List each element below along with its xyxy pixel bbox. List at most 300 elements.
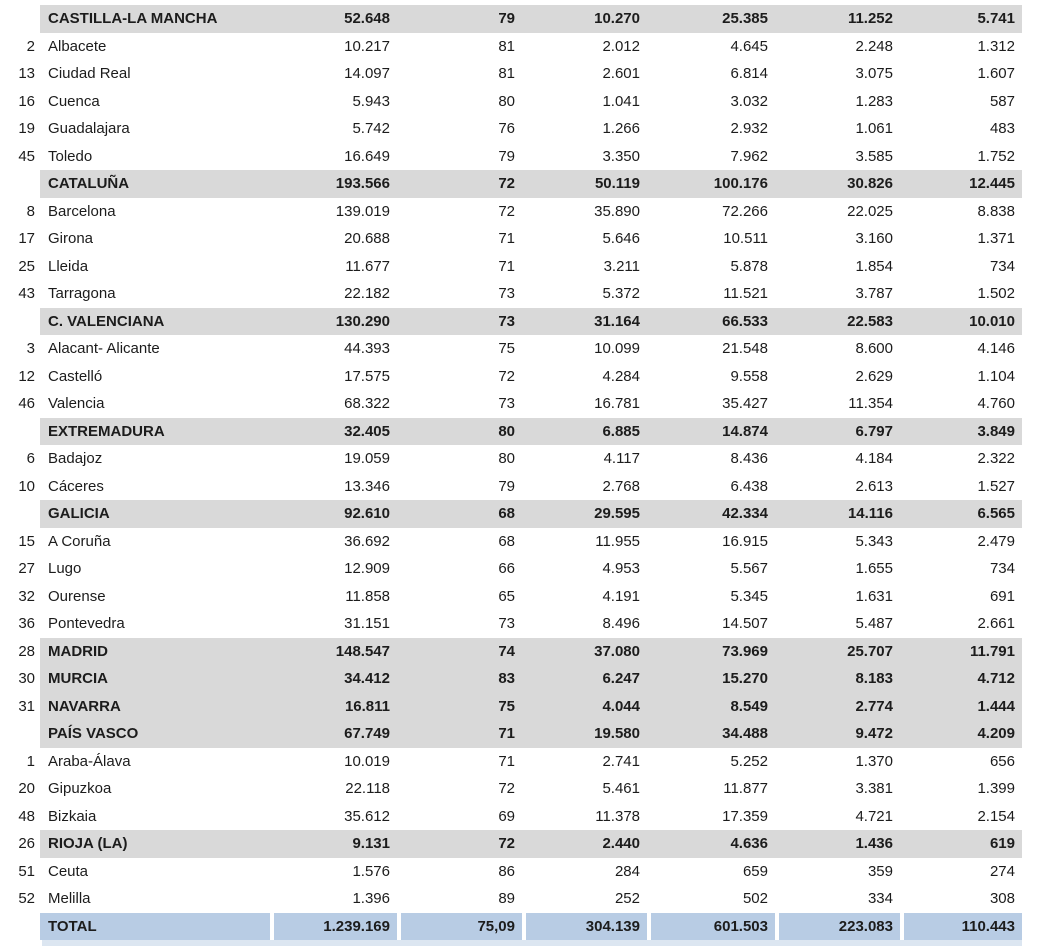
- value-cell: 79: [498, 477, 515, 495]
- value-cell: 5.461: [602, 780, 640, 797]
- value-cell: 32.405: [270, 418, 397, 446]
- value-cell: 8.838: [977, 202, 1015, 220]
- region-name-cell: NAVARRA: [40, 693, 270, 721]
- value-cell: 252: [614, 890, 640, 907]
- province-name-cell: Ourense: [48, 587, 106, 605]
- province-name-cell: Barcelona: [48, 202, 116, 220]
- value-cell: 25.707: [775, 638, 900, 666]
- province-name-cell: Badajoz: [48, 450, 103, 467]
- table-row: [0, 143, 1022, 171]
- row-number-cell: 2: [26, 37, 35, 55]
- value-cell: 5.878: [730, 257, 768, 275]
- value-cell: 734: [989, 560, 1015, 577]
- value-cell: 2.768: [602, 477, 640, 495]
- table-row: [0, 583, 1022, 611]
- value-cell: 8.549: [647, 693, 775, 721]
- row-number-cell: 3: [26, 340, 35, 357]
- value-cell: 65: [498, 587, 515, 605]
- value-cell: 31.151: [344, 615, 390, 632]
- value-cell: 9.558: [730, 367, 768, 385]
- row-number-cell: 8: [26, 202, 35, 220]
- value-cell: 148.547: [270, 638, 397, 666]
- value-cell: 72: [498, 367, 515, 385]
- value-cell: 35.427: [722, 395, 768, 412]
- value-cell: 3.787: [855, 285, 893, 302]
- value-cell: 22.182: [344, 285, 390, 302]
- row-number-cell: [0, 5, 40, 33]
- value-cell: 3.381: [855, 780, 893, 797]
- value-cell: 71: [397, 720, 522, 748]
- table-row: [0, 115, 1022, 143]
- table-row: [0, 418, 1022, 446]
- value-cell: 72.266: [722, 202, 768, 220]
- value-cell: 2.661: [977, 615, 1015, 632]
- row-number-cell: 19: [18, 120, 35, 137]
- value-cell: 5.741: [900, 5, 1022, 33]
- value-cell: 619: [900, 830, 1022, 858]
- value-cell: 11.521: [723, 285, 768, 302]
- value-cell: 3.849: [900, 418, 1022, 446]
- province-name-cell: Gipuzkoa: [48, 780, 112, 797]
- value-cell: 1.371: [977, 230, 1015, 247]
- province-name-cell: Alacant- Alicante: [48, 340, 160, 357]
- row-number-cell: 17: [18, 230, 35, 247]
- region-name-cell: MURCIA: [40, 665, 270, 693]
- table-row: [0, 60, 1022, 88]
- value-cell: 13.346: [344, 477, 390, 495]
- value-cell: 4.117: [603, 450, 640, 467]
- value-cell: 6.438: [730, 477, 768, 495]
- value-cell: 359: [867, 862, 893, 880]
- value-cell: 19.059: [344, 450, 390, 467]
- table-row: [0, 88, 1022, 116]
- value-cell: 79: [397, 5, 522, 33]
- table-row: [0, 528, 1022, 556]
- value-cell: 2.012: [602, 37, 640, 55]
- value-cell: 5.943: [352, 92, 390, 110]
- row-number-cell: 20: [18, 780, 35, 797]
- value-cell: 11.677: [345, 257, 390, 275]
- value-cell: 2.774: [775, 693, 900, 721]
- row-number-cell: [0, 500, 40, 528]
- value-cell: 4.146: [977, 340, 1015, 357]
- value-cell: 2.248: [855, 37, 893, 55]
- table-row: [0, 638, 1022, 666]
- region-name-cell: PAÍS VASCO: [40, 720, 270, 748]
- value-cell: 11.791: [900, 638, 1022, 666]
- value-cell: 66: [498, 560, 515, 577]
- value-cell: 35.612: [344, 807, 390, 825]
- value-cell: 1.527: [977, 477, 1015, 495]
- value-cell: 21.548: [722, 340, 768, 357]
- value-cell: 17.575: [344, 367, 390, 385]
- value-cell: 42.334: [647, 500, 775, 528]
- value-cell: 1.266: [602, 120, 640, 137]
- value-cell: 8.183: [775, 665, 900, 693]
- table-row: [0, 720, 1022, 748]
- value-cell: 130.290: [270, 308, 397, 336]
- value-cell: 34.412: [270, 665, 397, 693]
- row-number-cell: 48: [18, 807, 35, 825]
- value-cell: 6.814: [730, 65, 768, 82]
- value-cell: 11.252: [775, 5, 900, 33]
- table-row: [0, 775, 1022, 803]
- province-name-cell: Araba-Álava: [48, 752, 131, 770]
- value-cell: 20.688: [344, 230, 390, 247]
- value-cell: 35.890: [594, 202, 640, 220]
- value-cell: 68.322: [344, 395, 390, 412]
- value-cell: 50.119: [522, 170, 647, 198]
- value-cell: 71: [498, 230, 515, 247]
- table-row: [0, 5, 1022, 33]
- value-cell: 11.877: [723, 780, 768, 797]
- value-cell: 4.284: [602, 367, 640, 385]
- value-cell: 659: [742, 862, 768, 880]
- value-cell: 73: [498, 285, 515, 302]
- value-cell: 11.955: [595, 532, 640, 550]
- value-cell: 4.721: [855, 807, 893, 825]
- value-cell: 2.479: [977, 532, 1015, 550]
- value-cell: 68: [397, 500, 522, 528]
- value-cell: 5.742: [352, 120, 390, 137]
- row-number-cell: 28: [18, 642, 35, 660]
- value-cell: 74: [397, 638, 522, 666]
- row-number-cell: [0, 308, 40, 336]
- row-number-cell: [0, 913, 40, 941]
- value-cell: 37.080: [522, 638, 647, 666]
- row-number-cell: 30: [18, 670, 35, 687]
- value-cell: 15.270: [647, 665, 775, 693]
- value-cell: 3.032: [730, 92, 768, 110]
- value-cell: 1.655: [855, 560, 893, 577]
- value-cell: 67.749: [270, 720, 397, 748]
- value-cell: 8.436: [730, 450, 768, 467]
- value-cell: 3.211: [603, 257, 640, 275]
- value-cell: 12.445: [900, 170, 1022, 198]
- value-cell: 17.359: [722, 807, 768, 825]
- province-name-cell: Ceuta: [48, 862, 89, 880]
- table-row: [0, 748, 1022, 776]
- value-cell: 5.646: [602, 230, 640, 247]
- region-name-cell: GALICIA: [40, 500, 270, 528]
- value-cell: 52.648: [270, 5, 397, 33]
- value-cell: 4.184: [855, 450, 893, 467]
- value-cell: 10.217: [344, 37, 390, 55]
- value-cell: 11.354: [848, 395, 893, 412]
- province-name-cell: Lugo: [48, 560, 82, 577]
- table-row: [0, 885, 1022, 913]
- value-cell: 100.176: [647, 170, 775, 198]
- value-cell: 1.436: [775, 830, 900, 858]
- row-number-cell: 10: [18, 477, 35, 495]
- province-name-cell: Pontevedra: [48, 615, 125, 632]
- value-cell: 89: [498, 890, 515, 907]
- province-name-cell: Ciudad Real: [48, 65, 131, 82]
- value-cell: 1.399: [977, 780, 1015, 797]
- value-cell: 9.131: [270, 830, 397, 858]
- value-cell: 3.075: [855, 65, 893, 82]
- table-row: [0, 803, 1022, 831]
- value-cell: 80: [498, 450, 515, 467]
- table-row: [0, 693, 1022, 721]
- table-row: [0, 473, 1022, 501]
- table-row: [0, 445, 1022, 473]
- value-cell: 1.370: [855, 752, 893, 770]
- value-cell: 1.239.169: [270, 913, 397, 941]
- value-cell: 1.576: [352, 862, 390, 880]
- value-cell: 76: [498, 120, 515, 137]
- value-cell: 1.502: [977, 285, 1015, 302]
- row-number-cell: 32: [18, 587, 35, 605]
- value-cell: 1.396: [352, 890, 390, 907]
- value-cell: 1.312: [977, 37, 1015, 55]
- value-cell: 2.629: [855, 367, 893, 385]
- table-row: [0, 33, 1022, 61]
- table-row: [0, 830, 1022, 858]
- value-cell: 9.472: [775, 720, 900, 748]
- value-cell: 1.283: [855, 92, 893, 110]
- value-cell: 10.099: [594, 340, 640, 357]
- value-cell: 4.760: [977, 395, 1015, 412]
- province-name-cell: Castelló: [48, 367, 103, 385]
- value-cell: 80: [498, 92, 515, 110]
- value-cell: 7.962: [730, 147, 768, 165]
- value-cell: 16.781: [594, 395, 640, 412]
- region-name-cell: C. VALENCIANA: [40, 308, 270, 336]
- province-name-cell: A Coruña: [48, 532, 111, 550]
- value-cell: 2.601: [602, 65, 640, 82]
- value-cell: 691: [989, 587, 1015, 605]
- table-row: [0, 665, 1022, 693]
- value-cell: 483: [989, 120, 1015, 137]
- table-row: [0, 610, 1022, 638]
- value-cell: 36.692: [344, 532, 390, 550]
- province-name-cell: Cáceres: [48, 477, 104, 495]
- value-cell: 71: [498, 257, 515, 275]
- value-cell: 5.252: [730, 752, 768, 770]
- value-cell: 14.116: [775, 500, 900, 528]
- value-cell: 1.607: [977, 65, 1015, 82]
- table-body: [0, 5, 1022, 940]
- province-name-cell: Tarragona: [48, 285, 116, 302]
- value-cell: 1.061: [855, 120, 893, 137]
- value-cell: 5.343: [855, 532, 893, 550]
- value-cell: 8.496: [602, 615, 640, 632]
- value-cell: 304.139: [522, 913, 647, 941]
- value-cell: 29.595: [522, 500, 647, 528]
- value-cell: 75,09: [397, 913, 522, 941]
- value-cell: 79: [498, 147, 515, 165]
- value-cell: 4.044: [522, 693, 647, 721]
- province-name-cell: Girona: [48, 230, 94, 247]
- row-number-cell: 15: [18, 532, 35, 550]
- table-row: [0, 170, 1022, 198]
- value-cell: 86: [498, 862, 515, 880]
- row-number-cell: [0, 418, 40, 446]
- region-name-cell: RIOJA (LA): [40, 830, 270, 858]
- province-name-cell: Albacete: [48, 37, 107, 55]
- value-cell: 22.583: [775, 308, 900, 336]
- table-row: [0, 390, 1022, 418]
- value-cell: 10.511: [723, 230, 768, 247]
- value-cell: 1.752: [977, 147, 1015, 165]
- value-cell: 11.858: [345, 587, 390, 605]
- table-row: [0, 500, 1022, 528]
- value-cell: 14.097: [344, 65, 390, 82]
- value-cell: 30.826: [775, 170, 900, 198]
- value-cell: 72: [397, 170, 522, 198]
- value-cell: 69: [498, 807, 515, 825]
- value-cell: 72: [498, 780, 515, 797]
- table-row: [0, 363, 1022, 391]
- value-cell: 19.580: [522, 720, 647, 748]
- row-number-cell: [0, 170, 40, 198]
- value-cell: 4.645: [730, 37, 768, 55]
- table-row: [0, 335, 1022, 363]
- value-cell: 5.567: [730, 560, 768, 577]
- value-cell: 1.041: [602, 92, 640, 110]
- value-cell: 4.953: [602, 560, 640, 577]
- value-cell: 5.372: [602, 285, 640, 302]
- value-cell: 274: [989, 862, 1015, 880]
- value-cell: 73: [498, 395, 515, 412]
- value-cell: 1.444: [900, 693, 1022, 721]
- value-cell: 193.566: [270, 170, 397, 198]
- value-cell: 2.154: [977, 807, 1015, 825]
- value-cell: 110.443: [900, 913, 1022, 941]
- value-cell: 92.610: [270, 500, 397, 528]
- row-number-cell: 6: [26, 450, 35, 467]
- value-cell: 71: [498, 752, 515, 770]
- value-cell: 16.811: [270, 693, 397, 721]
- value-cell: 81: [498, 37, 515, 55]
- value-cell: 2.932: [730, 120, 768, 137]
- value-cell: 6.797: [775, 418, 900, 446]
- value-cell: 308: [989, 890, 1015, 907]
- value-cell: 16.649: [344, 147, 390, 165]
- value-cell: 2.741: [602, 752, 640, 770]
- province-name-cell: Toledo: [48, 147, 93, 165]
- row-number-cell: 45: [18, 147, 35, 165]
- value-cell: 223.083: [775, 913, 900, 941]
- value-cell: 139.019: [335, 202, 390, 220]
- value-cell: 1.631: [855, 587, 893, 605]
- value-cell: 25.385: [647, 5, 775, 33]
- row-number-cell: 27: [18, 560, 35, 577]
- value-cell: 1.104: [977, 367, 1015, 385]
- province-name-cell: Lleida: [48, 257, 89, 275]
- value-cell: 6.885: [522, 418, 647, 446]
- value-cell: 334: [867, 890, 893, 907]
- value-cell: 22.118: [345, 780, 390, 797]
- value-cell: 72: [397, 830, 522, 858]
- province-name-cell: Melilla: [48, 890, 91, 907]
- value-cell: 4.209: [900, 720, 1022, 748]
- row-number-cell: 13: [18, 65, 35, 82]
- total-label-cell: TOTAL: [40, 913, 270, 941]
- row-number-cell: 46: [18, 395, 35, 412]
- value-cell: 11.378: [595, 807, 640, 825]
- row-number-cell: 25: [18, 257, 35, 275]
- value-cell: 66.533: [647, 308, 775, 336]
- value-cell: 2.440: [522, 830, 647, 858]
- value-cell: 2.613: [855, 477, 893, 495]
- value-cell: 12.909: [344, 560, 390, 577]
- value-cell: 14.874: [647, 418, 775, 446]
- value-cell: 83: [397, 665, 522, 693]
- table-row: [0, 198, 1022, 226]
- province-name-cell: Guadalajara: [48, 120, 130, 137]
- value-cell: 73: [397, 308, 522, 336]
- value-cell: 80: [397, 418, 522, 446]
- value-cell: 22.025: [847, 202, 893, 220]
- value-cell: 284: [614, 862, 640, 880]
- row-number-cell: 31: [18, 697, 35, 715]
- value-cell: 75: [498, 340, 515, 357]
- value-cell: 73: [498, 615, 515, 632]
- value-cell: 14.507: [722, 615, 768, 632]
- table-row: [0, 225, 1022, 253]
- value-cell: 10.019: [344, 752, 390, 770]
- value-cell: 68: [498, 532, 515, 550]
- row-number-cell: 36: [18, 615, 35, 632]
- row-number-cell: 12: [18, 367, 35, 385]
- region-name-cell: MADRID: [40, 638, 270, 666]
- province-name-cell: Cuenca: [48, 92, 100, 110]
- row-number-cell: 43: [18, 285, 35, 302]
- total-row-bottom-edge: [42, 940, 1022, 946]
- value-cell: 73.969: [647, 638, 775, 666]
- value-cell: 4.712: [900, 665, 1022, 693]
- value-cell: 72: [498, 202, 515, 220]
- province-name-cell: Valencia: [48, 395, 105, 412]
- value-cell: 4.191: [602, 587, 640, 605]
- value-cell: 8.600: [855, 340, 893, 357]
- row-number-cell: 51: [18, 862, 35, 880]
- value-cell: 16.915: [722, 532, 768, 550]
- row-number-cell: 1: [26, 752, 35, 770]
- value-cell: 2.322: [977, 450, 1015, 467]
- row-number-cell: 16: [18, 92, 35, 110]
- value-cell: 6.565: [900, 500, 1022, 528]
- value-cell: 4.636: [647, 830, 775, 858]
- table-row: [0, 858, 1022, 886]
- value-cell: 31.164: [522, 308, 647, 336]
- table-row: [0, 308, 1022, 336]
- value-cell: 75: [397, 693, 522, 721]
- value-cell: 81: [498, 65, 515, 82]
- value-cell: 3.585: [855, 147, 893, 165]
- value-cell: 34.488: [647, 720, 775, 748]
- table-row: [0, 913, 1022, 941]
- region-name-cell: CASTILLA-LA MANCHA: [40, 5, 270, 33]
- value-cell: 502: [742, 890, 768, 907]
- region-name-cell: CATALUÑA: [40, 170, 270, 198]
- value-cell: 5.345: [730, 587, 768, 605]
- value-cell: 3.350: [602, 147, 640, 165]
- value-cell: 3.160: [855, 230, 893, 247]
- value-cell: 656: [989, 752, 1015, 770]
- table-row: [0, 253, 1022, 281]
- province-name-cell: Bizkaia: [48, 807, 97, 825]
- value-cell: 10.010: [900, 308, 1022, 336]
- value-cell: 601.503: [647, 913, 775, 941]
- table-row: [0, 280, 1022, 308]
- value-cell: 734: [989, 257, 1015, 275]
- region-name-cell: EXTREMADURA: [40, 418, 270, 446]
- row-number-cell: 52: [18, 890, 35, 907]
- value-cell: 587: [989, 92, 1015, 110]
